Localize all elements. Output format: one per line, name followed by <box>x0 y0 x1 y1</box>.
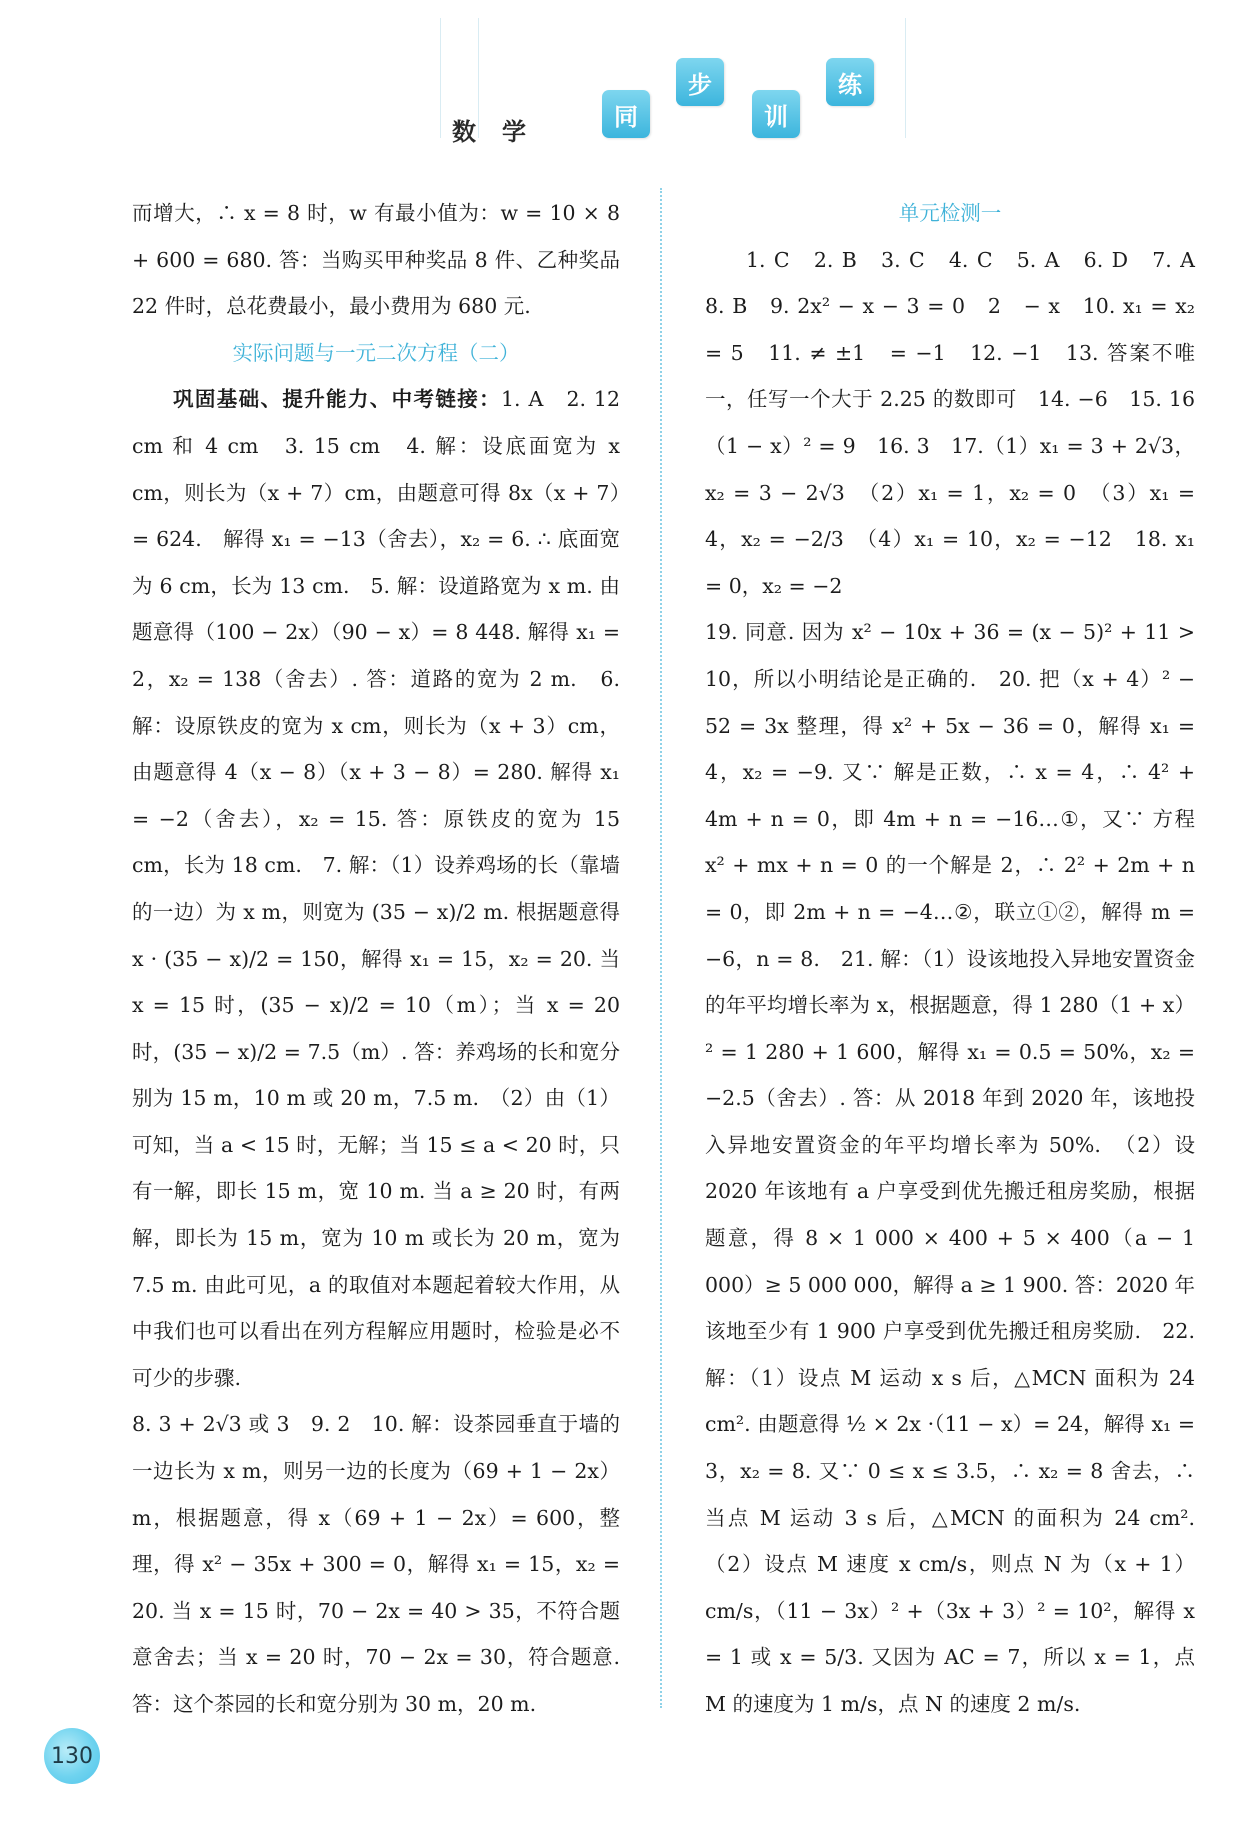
title-tile-xun: 训 <box>752 90 800 138</box>
right-column <box>705 190 1216 1728</box>
page-number: 130 <box>44 1728 100 1784</box>
answer-paragraph: 而增大，∴ x = 8 时，w 有最小值为：w = 10 × 8 + 600 = 680. 答：当购买甲种奖品 8 件、乙种奖品 22 件时，总花费最小，最小费用为 680 元. <box>132 201 620 319</box>
answer-lead: 巩固基础、提升能力、中考链接： <box>173 387 501 412</box>
answer-paragraph: 19. 同意. 因为 x² − 10x + 36 = (x − 5)² + 11 > 10，所以小明结论是正确的. 20. 把（x + 4）² − 52 = 3x 整理，得 x² + 5x − 36 = 0，解得 x₁ = 4，x₂ = −9. 又∵ 解是正数，∴ x = 4，∴ 4² + 4m + n = 0，即 4m + n = −16…①，又∵ 方程 x² + mx + n = 0 的一个解是 2，∴ 2² + 2m + n = 0，即 2m + n = −4…②，联立①②，解得 m = −6，n = 8. 21. 解：（1）设该地投入异地安置资金的年平均增长率为 x，根据题意，得 1 280（1 + x）² = 1 280 + 1 600，解得 x₁ = 0.5 = 50%，x₂ = −2.5（舍去）. 答：从 2018 年到 2020 年，该地投入异地安置资金的年平均增长率为 50%. （2）设 2020 年该地有 a 户享受到优先搬迁租房奖励，根据题意，得 8 × 1 000 × 400 + 5 × 400（a − 1 000）≥ 5 000 000，解得 a ≥ 1 900. 答：2020 年该地至少有 1 900 户享受到优先搬迁租房奖励. 22. 解：（1）设点 M 运动 x s 后，△MCN 面积为 24 cm². 由题意得 ½ × 2x ·（11 − x）= 24，解得 x₁ = 3，x₂ = 8. 又∵ 0 ≤ x ≤ 3.5，∴ x₂ = 8 舍去，∴ 当点 M 运动 3 s 后，△MCN 的面积为 24 cm². （2）设点 M 速度 x cm/s，则点 N 为（x + 1）cm/s，（11 − 3x）² +（3x + 3）² = 10²，解得 x = 1 或 x = 5/3. 又因为 AC = 7，所以 x = 1，点 M 的速度为 1 m/s，点 N 的速度 2 m/s. <box>705 620 1216 1716</box>
subject-title: 数学 <box>452 118 552 146</box>
answer-paragraph: 8. 3 + 2√3 或 3 9. 2 10. 解：设茶园垂直于墙的一边长为 x m，则另一边的长度为（69 + 1 − 2x）m，根据题意，得 x（69 + 1 − 2x）= 600，整理，得 x² − 35x + 300 = 0，解得 x₁ = 15，x₂ = 20. 当 x = 15 时，70 − 2x = 40 > 35，不符合题意舍去；当 x = 20 时，70 − 2x = 30，符合题意. 答：这个茶园的长和宽分别为 30 m，20 m. <box>132 1412 620 1716</box>
section-title: 实际问题与一元二次方程（二） <box>232 340 520 365</box>
section-title: 单元检测一 <box>898 201 1002 225</box>
column-divider <box>660 188 662 1708</box>
answer-paragraph <box>132 376 620 1401</box>
answer-paragraph: 1. C 2. B 3. C 4. C 5. A 6. D 7. A 8. B 9. 2x² − x − 3 = 0 2 − x 10. x₁ = x₂ = 5 11. ≠ ±1 = −1 12. −1 13. 答案不唯一，任写一个大于 2.25 的数即可 14. −6 15. 16（1 − x）² = 9 16. 3 17.（1）x₁ = 3 + 2√3，x₂ = 3 − 2√3 （2）x₁ = 1，x₂ = 0 （3）x₁ = 4，x₂ = −2/3 （4）x₁ = 10，x₂ = −12 18. x₁ = 0，x₂ = −2 <box>705 247 1216 598</box>
title-tile-bu: 步 <box>676 58 724 106</box>
title-tile-tong: 同 <box>602 90 650 138</box>
header-rule <box>440 18 441 138</box>
title-tile-lian: 练 <box>826 58 874 106</box>
answer-text: 1. A 2. 12 cm 和 4 cm 3. 15 cm 4. 解：设底面宽为 x cm，则长为（x + 7）cm，由题意可得 8x（x + 7）= 624. 解得 x₁ = −13（舍去），x₂ = 6. ∴ 底面宽为 6 cm，长为 13 cm. 5. 解：设道路宽为 x m. 由题意得（100 − 2x）（90 − x）= 8 448. 解得 x₁ = 2，x₂ = 138（舍去）. 答：道路的宽为 2 m. 6. 解：设原铁皮的宽为 x cm，则长为（x + 3）cm，由题意得 4（x − 8）（x + 3 − 8）= 280. 解得 x₁ = −2（舍去），x₂ = 15. 答：原铁皮的宽为 15 cm，长为 18 cm. 7. 解：（1）设养鸡场的长（靠墙的一边）为 x m，则宽为 (35 − x)/2 m. 根据题意得 x · (35 − x)/2 = 150，解得 x₁ = 15，x₂ = 20. 当 x = 15 时，(35 − x)/2 = 10（m）；当 x = 20 时，(35 − x)/2 = 7.5（m）. 答：养鸡场的长和宽分别为 15 m，10 m 或 20 m，7.5 m. （2）由（1）可知，当 a < 15 时，无解；当 15 ≤ a < 20 时，只有一解，即长 15 m，宽 10 m. 当 a ≥ 20 时，有两解，即长为 15 m，宽为 10 m 或长为 20 m，宽为 7.5 m. 由此可见，a 的取值对本题起着较大作用，从中我们也可以看出在列方程解应用题时，检验是必不可少的步骤. <box>132 387 621 1390</box>
left-column <box>132 190 620 1728</box>
header-rule <box>905 18 906 138</box>
